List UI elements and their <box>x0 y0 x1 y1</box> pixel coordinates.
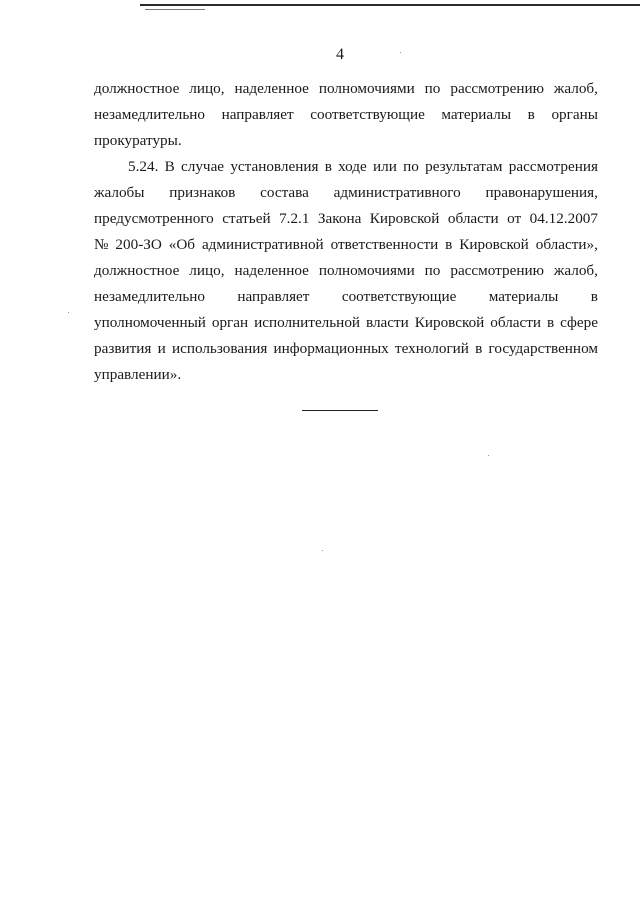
word: рассмотрению <box>450 262 544 279</box>
end-of-document-rule <box>302 410 378 411</box>
word: материалы <box>488 288 559 305</box>
word: правонарушения, <box>485 184 598 201</box>
word: в <box>527 106 535 123</box>
word: жалоб, <box>553 80 598 97</box>
word: полномочиями <box>318 80 415 97</box>
word: Закона <box>317 210 362 227</box>
word: установления <box>230 158 319 175</box>
word: наделенное <box>234 80 309 97</box>
word: должностное <box>94 262 180 279</box>
scan-speck <box>322 550 323 551</box>
text-line <box>94 284 598 310</box>
word: Кировской <box>414 314 485 331</box>
word: незамедлительно <box>94 106 205 123</box>
word: материалы <box>441 106 512 123</box>
word: Кировской <box>459 236 529 253</box>
word: в <box>546 314 555 331</box>
word: предусмотренного <box>94 210 214 227</box>
scan-speck <box>400 52 401 53</box>
word: в <box>445 236 453 253</box>
word: развития <box>94 340 152 357</box>
top-border-mark <box>145 9 205 10</box>
word: 5.24. <box>128 158 159 175</box>
word: статьей <box>222 210 271 227</box>
word: направляет <box>237 288 310 305</box>
word: в <box>475 340 483 357</box>
word: или <box>373 158 397 175</box>
word: рассмотрения <box>508 158 598 175</box>
scan-speck <box>488 455 489 456</box>
word: орган <box>211 314 249 331</box>
word: незамедлительно <box>94 288 205 305</box>
word: органы <box>551 106 598 123</box>
text-line <box>94 128 598 154</box>
word: области <box>447 210 499 227</box>
word: по <box>424 262 441 279</box>
word: наделенное <box>234 262 309 279</box>
word: случае <box>181 158 225 175</box>
word: в <box>590 288 598 305</box>
word: прокуратуры. <box>94 132 182 149</box>
text-line <box>94 362 598 388</box>
word: должностное <box>94 80 180 97</box>
text-line <box>94 258 598 284</box>
word: 04.12.2007 <box>529 210 598 227</box>
word: рассмотрению <box>450 80 544 97</box>
document-body <box>94 76 598 388</box>
word: ответственности <box>330 236 439 253</box>
page-number: 4 <box>336 46 344 63</box>
word: состава <box>260 184 309 201</box>
word: исполнительной <box>254 314 361 331</box>
word: уполномоченный <box>94 314 206 331</box>
word: соответствующие <box>341 288 457 305</box>
word: и <box>157 340 166 357</box>
word: по <box>424 80 441 97</box>
word: в <box>324 158 332 175</box>
text-line <box>94 310 598 336</box>
text-line <box>94 76 598 102</box>
word: признаков <box>169 184 236 201</box>
word: от <box>507 210 522 227</box>
word: полномочиями <box>318 262 415 279</box>
word: административного <box>333 184 461 201</box>
word: области», <box>535 236 598 253</box>
word: лицо, <box>189 262 225 279</box>
text-line <box>94 232 598 258</box>
text-line <box>94 102 598 128</box>
word: ходе <box>338 158 367 175</box>
word: 200-ЗО <box>115 236 162 253</box>
word: жалобы <box>94 184 145 201</box>
word: власти <box>365 314 409 331</box>
word: использования <box>171 340 268 357</box>
word: результатам <box>425 158 503 175</box>
word: управлении». <box>94 366 182 383</box>
text-line <box>94 206 598 232</box>
top-border-line <box>140 4 640 6</box>
paragraph-2 <box>94 154 598 388</box>
text-line <box>94 154 598 180</box>
text-line <box>94 336 598 362</box>
word: В <box>164 158 175 175</box>
word: сфере <box>560 314 598 331</box>
paragraph-1 <box>94 76 598 154</box>
word: технологий <box>394 340 469 357</box>
word: 7.2.1 <box>279 210 310 227</box>
word: направляет <box>221 106 294 123</box>
word: лицо, <box>189 80 225 97</box>
word: области <box>490 314 542 331</box>
scan-speck <box>68 312 69 313</box>
word: по <box>403 158 419 175</box>
word: Кировской <box>369 210 440 227</box>
word: № <box>94 236 109 253</box>
word: жалоб, <box>553 262 598 279</box>
word: соответствующие <box>310 106 425 123</box>
word: «Об <box>168 236 196 253</box>
word: административной <box>201 236 324 253</box>
text-line <box>94 180 598 206</box>
word: информационных <box>273 340 389 357</box>
word: государственном <box>488 340 598 357</box>
